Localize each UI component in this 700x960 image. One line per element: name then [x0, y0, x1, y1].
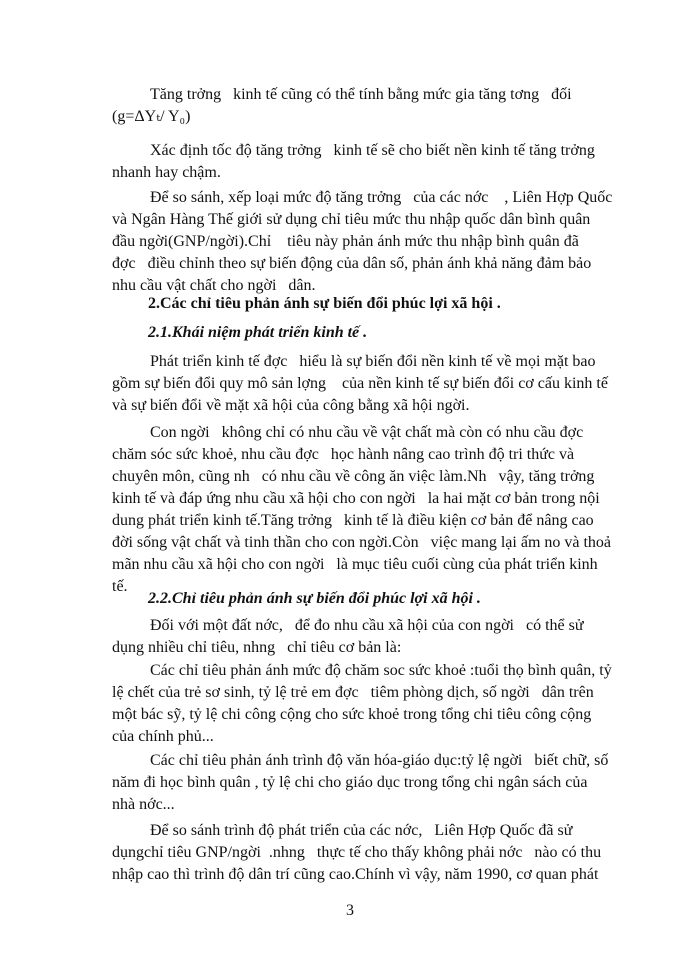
text-line: Đối với một đất nớc, để đo nhu cầu xã hội của con ngời có thể sử — [150, 617, 584, 634]
subsection-heading — [112, 588, 622, 610]
text-line: chăm sóc sức khoẻ, nhu cầu đợc học hành nâng cao trình độ tri thức và — [112, 446, 575, 463]
text-line: Tăng trởng kinh tế cũng có thể tính bằng mức gia tăng tơng đối — [150, 86, 572, 103]
text-line: dụngchỉ tiêu GNP/ngời .nhng thực tế cho thấy không phải nớc nào có thu — [112, 844, 602, 861]
formula-line: (g=ΔYₜ/ Y₀) — [112, 108, 191, 125]
text-line: Để so sánh trình độ phát triển của các nớc, Liên Hợp Quốc đã sử — [150, 822, 573, 839]
text-line: đầu ngời(GNP/ngời).Chỉ tiêu này phản ánh mức thu nhập bình quân đã — [112, 233, 579, 250]
text-line: nhanh hay chậm. — [112, 164, 221, 181]
text-line: dung phát triển kinh tế.Tăng trởng kinh tế là điều kiện cơ bản để nâng cao — [112, 512, 594, 529]
text-line: nhà nớc... — [112, 796, 175, 813]
text-line: Phát triển kinh tế đợc hiểu là sự biến đổi nền kinh tế về mọi mặt bao — [150, 353, 596, 370]
text-line: Các chỉ tiêu phản ánh mức độ chăm soc sức khoẻ :tuổi thọ bình quân, tỷ — [150, 662, 612, 679]
page-number: 3 — [346, 902, 354, 919]
text-line: gồm sự biến đổi quy mô sản lợng của nền kinh tế sự biến đổi cơ cấu kinh tế — [112, 375, 608, 392]
text-line: mãn nhu cầu xã hội cho con ngời là mục tiêu cuối cùng của phát triển kinh — [112, 556, 598, 573]
text-line: đời sống vật chất và tinh thần cho con ngời.Còn việc mang lại ấm no và thoả — [112, 534, 612, 551]
text-line: lệ chết của trẻ sơ sinh, tỷ lệ trẻ em đợc tiêm phòng dịch, số ngời dân trên — [112, 684, 594, 701]
text-line: và Ngân Hàng Thế giới sử dụng chỉ tiêu mức thu nhập quốc dân bình quân — [112, 211, 591, 228]
text-line: Xác định tốc độ tăng trởng kinh tế sẽ cho biết nền kinh tế tăng trởng — [150, 142, 595, 159]
text-line: Để so sánh, xếp loại mức độ tăng trởng của các nớc , Liên Hợp Quốc — [150, 189, 613, 206]
text-line: kinh tế và đáp ứng nhu cầu xã hội cho con ngời la hai mặt cơ bản trong nội — [112, 490, 600, 507]
text-line: Các chỉ tiêu phản ánh trình độ văn hóa-giáo dục:tỷ lệ ngời biết chữ, số — [150, 752, 609, 769]
heading-text: 2.2.Chỉ tiêu phản ánh sự biến đổi phúc lợi xã hội . — [148, 590, 481, 607]
paragraph — [112, 660, 622, 748]
text-line: đợc điều chỉnh theo sự biến động của dân số, phản ánh khả năng đảm bảo — [112, 255, 592, 272]
text-line: dụng nhiều chỉ tiêu, nhng chỉ tiêu cơ bản là: — [112, 639, 402, 656]
text-line: Con ngời không chỉ có nhu cầu về vật chất mà còn có nhu cầu đợc — [150, 424, 584, 441]
text-line: nhập cao thì trình độ dân trí cũng cao.Chính vì vậy, năm 1990, cơ quan phát — [112, 866, 599, 883]
text-line: của chính phủ... — [112, 728, 214, 745]
paragraph — [112, 615, 622, 659]
text-line: một bác sỹ, tỷ lệ chi công cộng cho sức khoẻ trong tổng chi tiêu công cộng — [112, 706, 592, 723]
paragraph — [112, 422, 622, 598]
paragraph — [112, 351, 622, 417]
paragraph — [112, 84, 622, 128]
text-line: nhu cầu vật chất cho ngời dân. — [112, 277, 316, 294]
paragraph — [112, 140, 622, 184]
heading-text: 2.1.Khái niệm phát triển kinh tế . — [148, 324, 368, 341]
text-line: chuyên môn, cũng nh có nhu cầu về công ăn việc làm.Nh vậy, tăng trởng — [112, 468, 595, 485]
heading-text: 2.Các chỉ tiêu phản ánh sự biến đổi phúc lợi xã hội . — [148, 295, 501, 312]
paragraph — [112, 187, 622, 297]
text-line: và sự biến đổi về mặt xã hội của công bằng xã hội ngời. — [112, 397, 470, 414]
paragraph — [112, 820, 622, 886]
text-line: năm đi học bình quân , tỷ lệ chi cho giáo dục trong tổng chi ngân sách của — [112, 774, 588, 791]
subsection-heading — [112, 322, 622, 344]
section-heading — [112, 293, 622, 315]
paragraph — [112, 750, 622, 816]
text-line: tế. — [112, 578, 128, 595]
